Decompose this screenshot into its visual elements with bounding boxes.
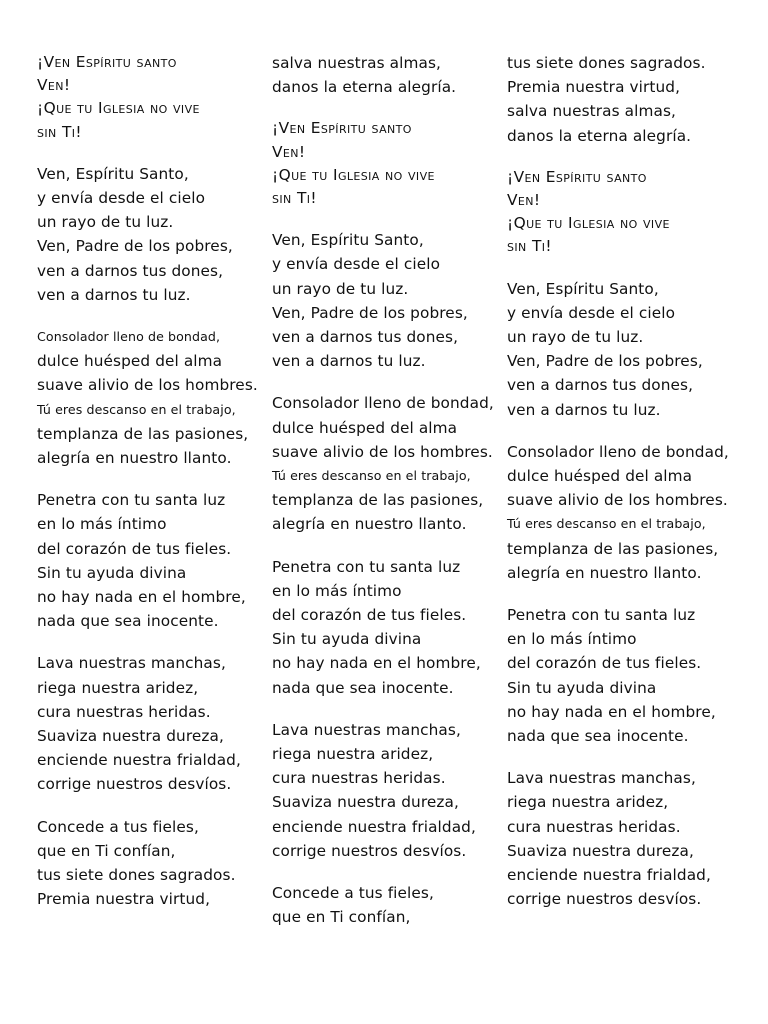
refrain [272, 117, 502, 210]
verse-line: enciende nuestra frialdad, [272, 817, 476, 836]
verse-line: y envía desde el cielo [507, 303, 676, 322]
verse-line: danos la eterna alegría. [272, 78, 457, 97]
stanza [272, 391, 502, 536]
verse-line: Tú eres descanso en el trabajo, [507, 516, 706, 532]
verse-line: cura nuestras heridas. [507, 817, 681, 836]
verse-line: Ven, Espíritu Santo, [37, 164, 189, 183]
verse-line: Ven, Padre de los pobres, [272, 303, 468, 322]
stanza [37, 815, 267, 912]
verse-line: y envía desde el cielo [37, 189, 206, 208]
verse-line: tus siete dones sagrados. [37, 866, 236, 885]
verse-line: Premia nuestra virtud, [37, 890, 211, 909]
refrain-line: ¡Que tu Iglesia no vive [272, 165, 435, 184]
stanza [272, 881, 502, 929]
verse-line: del corazón de tus fieles. [272, 606, 467, 625]
stanza [507, 603, 737, 748]
verse-line: dulce huésped del alma [37, 352, 223, 371]
verse-line: Tú eres descanso en el trabajo, [37, 401, 236, 417]
verse-line: salva nuestras almas, [507, 102, 676, 121]
lyrics-column-1 [37, 51, 267, 930]
refrain-line: ¡Ven Espíritu santo [272, 119, 412, 138]
verse-line: Lava nuestras manchas, [507, 769, 696, 788]
verse-line: no hay nada en el hombre, [272, 654, 481, 673]
verse-line: suave alivio de los hombres. [37, 376, 258, 395]
verse-line: ven a darnos tu luz. [507, 400, 661, 419]
refrain [507, 166, 737, 259]
verse-line: templanza de las pasiones, [37, 424, 249, 443]
lyrics-column-3 [507, 51, 737, 930]
verse-line: Suaviza nuestra dureza, [272, 793, 459, 812]
verse-line: dulce huésped del alma [272, 418, 458, 437]
stanza [507, 51, 737, 148]
verse-line: suave alivio de los hombres. [272, 442, 493, 461]
stanza [507, 277, 737, 422]
verse-line: Penetra con tu santa luz [272, 557, 461, 576]
verse-line: Penetra con tu santa luz [37, 491, 226, 510]
verse-line: tus siete dones sagrados. [507, 54, 706, 72]
verse-line: Lava nuestras manchas, [272, 720, 461, 739]
verse-line: Concede a tus fieles, [272, 884, 434, 903]
verse-line: Sin tu ayuda divina [37, 563, 187, 582]
verse-line: y envía desde el cielo [272, 255, 441, 274]
verse-line: danos la eterna alegría. [507, 126, 692, 145]
verse-line: en lo más íntimo [272, 581, 402, 600]
verse-line: corrige nuestros desvíos. [507, 890, 702, 909]
verse-line: Consolador lleno de bondad, [37, 329, 221, 345]
verse-line: riega nuestra aridez, [507, 793, 669, 812]
stanza [507, 440, 737, 585]
verse-line: templanza de las pasiones, [272, 491, 484, 510]
verse-line: enciende nuestra frialdad, [507, 866, 711, 885]
verse-line: un rayo de tu luz. [37, 213, 174, 232]
verse-line: ven a darnos tus dones, [507, 376, 694, 395]
verse-line: en lo más íntimo [37, 515, 167, 534]
refrain [37, 51, 267, 144]
verse-line: un rayo de tu luz. [272, 279, 409, 298]
verse-line: suave alivio de los hombres. [507, 491, 728, 510]
verse-line: alegría en nuestro llanto. [272, 515, 467, 534]
verse-line: que en Ti confían, [37, 841, 176, 860]
verse-line: Sin tu ayuda divina [272, 630, 422, 649]
stanza [272, 718, 502, 863]
verse-line: Ven, Espíritu Santo, [272, 231, 424, 250]
verse-line: Tú eres descanso en el trabajo, [272, 468, 471, 484]
verse-line: Premia nuestra virtud, [507, 78, 681, 97]
verse-line: Lava nuestras manchas, [37, 654, 226, 673]
verse-line: alegría en nuestro llanto. [507, 563, 702, 582]
verse-line: alegría en nuestro llanto. [37, 449, 232, 468]
refrain-line: Ven! [37, 76, 71, 95]
stanza [37, 162, 267, 307]
stanza [507, 766, 737, 911]
verse-line: corrige nuestros desvíos. [37, 775, 232, 794]
verse-line: nada que sea inocente. [272, 678, 454, 697]
verse-line: nada que sea inocente. [507, 727, 689, 746]
verse-line: Sin tu ayuda divina [507, 678, 657, 697]
verse-line: Concede a tus fieles, [37, 817, 199, 836]
verse-line: ven a darnos tu luz. [37, 285, 191, 304]
verse-line: Ven, Padre de los pobres, [507, 352, 703, 371]
verse-line: dulce huésped del alma [507, 467, 693, 486]
stanza [37, 325, 267, 470]
verse-line: cura nuestras heridas. [272, 769, 446, 788]
verse-line: no hay nada en el hombre, [507, 702, 716, 721]
stanza [37, 651, 267, 796]
refrain-line: Ven! [507, 191, 541, 210]
verse-line: cura nuestras heridas. [37, 702, 211, 721]
refrain-line: ¡Ven Espíritu santo [37, 53, 177, 71]
verse-line: Consolador lleno de bondad, [272, 394, 494, 413]
verse-line: del corazón de tus fieles. [507, 654, 702, 673]
refrain-line: sin Ti! [37, 122, 82, 141]
verse-line: enciende nuestra frialdad, [37, 751, 241, 770]
verse-line: no hay nada en el hombre, [37, 588, 246, 607]
verse-line: corrige nuestros desvíos. [272, 841, 467, 860]
refrain-line: Ven! [272, 142, 306, 161]
verse-line: Suaviza nuestra dureza, [507, 841, 694, 860]
verse-line: un rayo de tu luz. [507, 328, 644, 347]
refrain-line: ¡Ven Espíritu santo [507, 167, 647, 186]
verse-line: Suaviza nuestra dureza, [37, 727, 224, 746]
refrain-line: sin Ti! [507, 237, 552, 256]
stanza [272, 51, 502, 99]
verse-line: nada que sea inocente. [37, 612, 219, 631]
verse-line: Penetra con tu santa luz [507, 606, 696, 625]
lyrics-column-2 [272, 51, 502, 948]
verse-line: ven a darnos tus dones, [37, 261, 224, 280]
verse-line: Ven, Espíritu Santo, [507, 279, 659, 298]
verse-line: riega nuestra aridez, [272, 745, 434, 764]
verse-line: Consolador lleno de bondad, [507, 442, 729, 461]
verse-line: en lo más íntimo [507, 630, 637, 649]
verse-line: que en Ti confían, [272, 908, 411, 927]
refrain-line: sin Ti! [272, 189, 317, 208]
verse-line: del corazón de tus fieles. [37, 539, 232, 558]
verse-line: salva nuestras almas, [272, 54, 441, 72]
verse-line: riega nuestra aridez, [37, 678, 199, 697]
refrain-line: ¡Que tu Iglesia no vive [507, 214, 670, 233]
stanza [272, 228, 502, 373]
verse-line: templanza de las pasiones, [507, 539, 719, 558]
refrain-line: ¡Que tu Iglesia no vive [37, 99, 200, 118]
verse-line: Ven, Padre de los pobres, [37, 237, 233, 256]
stanza [37, 488, 267, 633]
verse-line: ven a darnos tus dones, [272, 328, 459, 347]
verse-line: ven a darnos tu luz. [272, 352, 426, 371]
stanza [272, 555, 502, 700]
